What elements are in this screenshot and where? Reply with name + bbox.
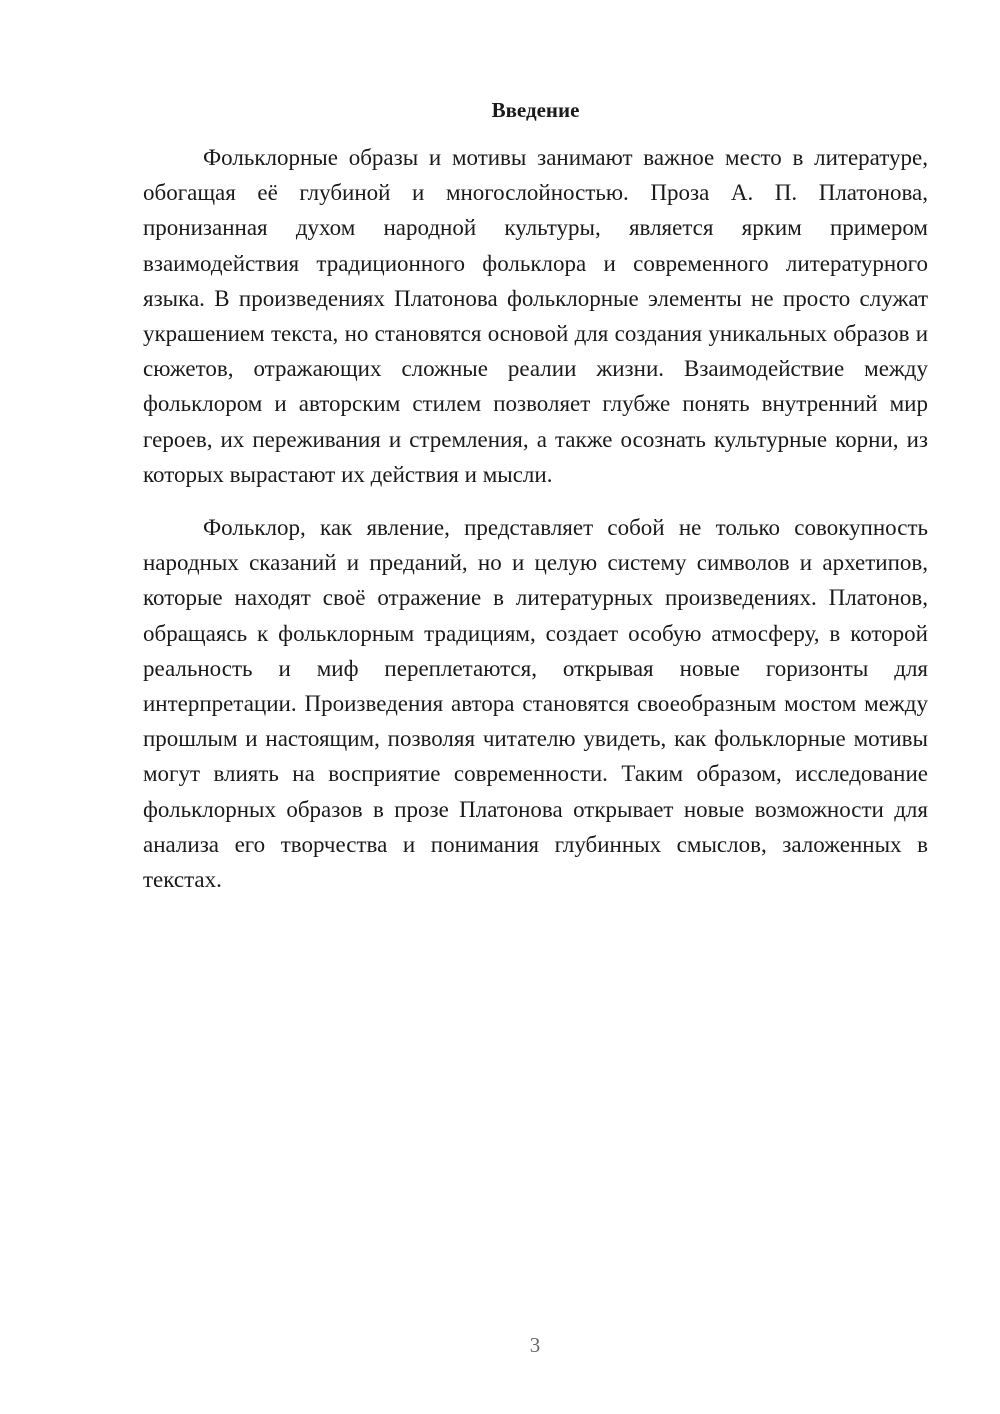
section-heading: Введение (491, 98, 580, 122)
page-content (143, 94, 928, 897)
paragraph-1: Фольклорные образы и мотивы занимают важное место в литературе, обогащая её глубиной и многослойностью. Проза А. П. Платонова, пронизанная духом народной культуры, является ярким примером взаимодействия традиционного фольклора и современного литературного языка. В произведениях Платонова фольклорные элементы не просто служат украшением текста, но становятся основой для создания уникальных образов и сюжетов, отражающих сложные реалии жизни. Взаимодействие между фольклором и авторским стилем позволяет глубже понять внутренний мир героев, их переживания и стремления, а также осознать культурные корни, из которых вырастают их действия и мысли. (143, 145, 928, 487)
paragraph-2: Фольклор, как явление, представляет собой не только совокупность народных сказаний и преданий, но и целую систему символов и архетипов, которые находят своё отражение в литературных произведениях. Платонов, обращаясь к фольклорным традициям, создает особую атмосферу, в которой реальность и миф переплетаются, открывая новые горизонты для интерпретации. Произведения автора становятся своеобразным мостом между прошлым и настоящим, позволяя читателю увидеть, как фольклорные мотивы могут влиять на восприятие современности. Таким образом, исследование фольклорных образов в прозе Платонова открывает новые возможности для анализа его творчества и понимания глубинных смыслов, заложенных в текстах. (143, 515, 928, 893)
page-number: 3 (529, 1333, 541, 1357)
